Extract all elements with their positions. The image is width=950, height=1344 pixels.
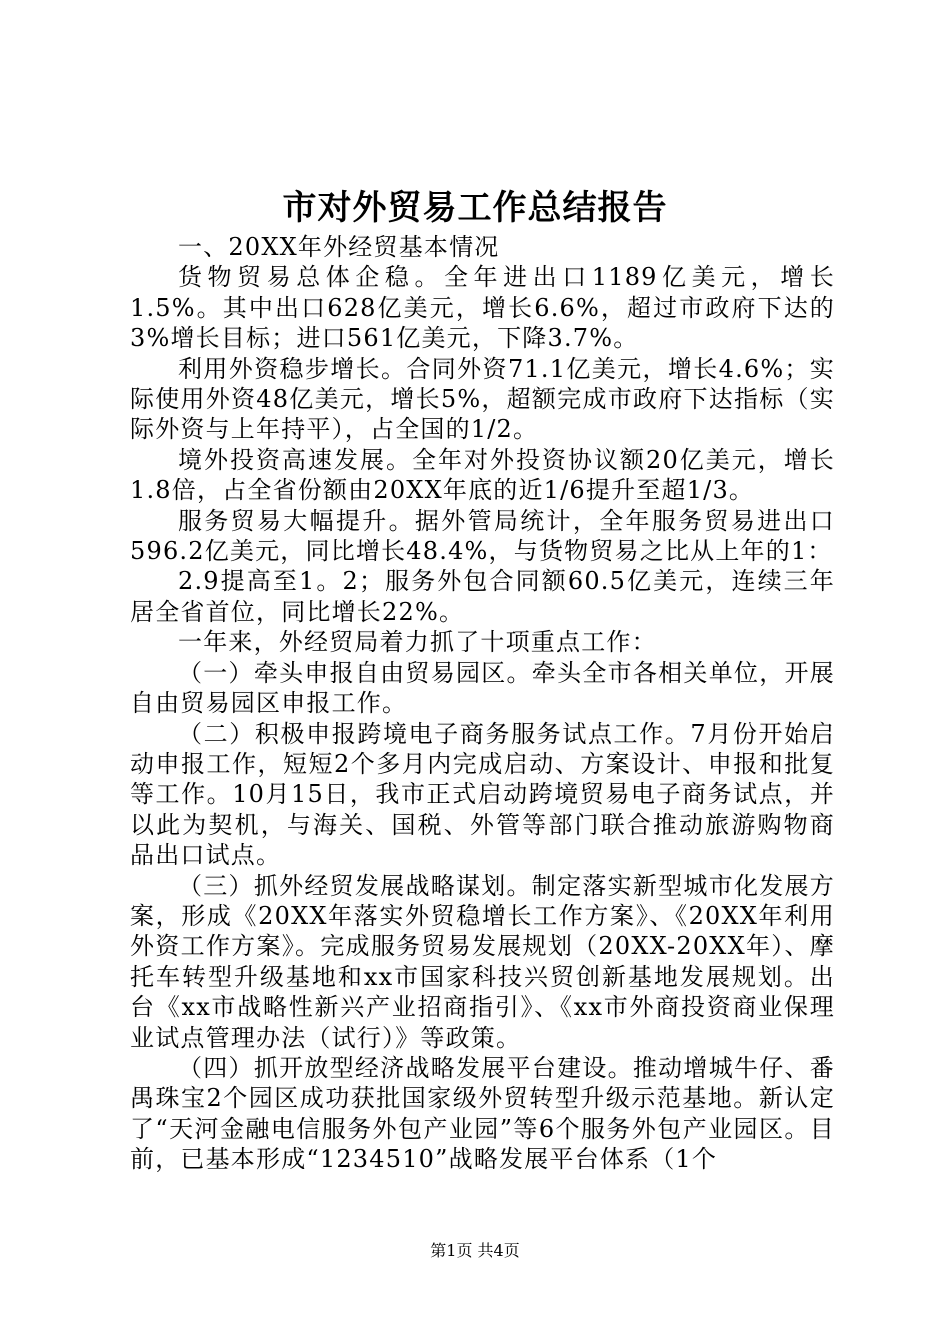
paragraph-goods-trade: 货物贸易总体企稳。全年进出口1189亿美元，增长1.5%。其中出口628亿美元，增长6.6%，超过市政府下达的3%增长目标；进口561亿美元，下降3.7%。 (130, 263, 835, 353)
paragraph-item-4: （四）抓开放型经济战略发展平台建设。推动增城牛仔、番禺珠宝2个园区成功获批国家级外贸转型升级示范基地。新认定了“天河金融电信服务外包产业园”等6个服务外包产业园区。目前，已基本形成“1234510”战略发展平台体系（1个 (130, 1053, 835, 1174)
document-title: 市对外贸易工作总结报告 (282, 188, 668, 228)
page-footer: 第1页 共4页 (430, 1241, 520, 1260)
paragraph-item-3: （三）抓外经贸发展战略谋划。制定落实新型城市化发展方案，形成《20XX年落实外贸稳增长工作方案》、《20XX年利用外资工作方案》。完成服务贸易发展规划（20XX-20XX年）、摩托车转型升级基地和xx市国家科技兴贸创新基地发展规划。出台《xx市战略性新兴产业招商指引》、《xx市外商投资商业保理业试点管理办法（试行）》等政策。 (130, 871, 835, 1052)
paragraph-foreign-investment: 利用外资稳步增长。合同外资71.1亿美元，增长4.6%；实际使用外资48亿美元，增长5%，超额完成市政府下达指标（实际外资与上年持平），占全国的1/2。 (130, 354, 835, 444)
paragraph-service-trade-continued: 2.9提高至1。2；服务外包合同额60.5亿美元，连续三年居全省首位，同比增长22%。 (130, 567, 835, 626)
section-heading: 一、20XX年外经贸基本情况 (178, 233, 500, 261)
paragraph-item-1: （一）牵头申报自由贸易园区。牵头全市各相关单位，开展自由贸易园区申报工作。 (130, 658, 835, 718)
paragraph-service-trade: 服务贸易大幅提升。据外管局统计，全年服务贸易进出口596.2亿美元，同比增长48.4%，与货物贸易之比从上年的1： (130, 506, 835, 566)
document-body (130, 232, 835, 1175)
paragraph-key-work-intro: 一年来，外经贸局着力抓了十项重点工作： (178, 628, 657, 657)
paragraph-overseas-investment: 境外投资高速发展。全年对外投资协议额20亿美元，增长1.8倍，占全省份额由20XX年底的近1/6提升至超1/3。 (130, 445, 835, 505)
paragraph-item-2: （二）积极申报跨境电子商务服务试点工作。7月份开始启动申报工作，短短2个多月内完成启动、方案设计、申报和批复等工作。10月15日，我市正式启动跨境贸易电子商务试点，并以此为契机，与海关、国税、外管等部门联合推动旅游购物商品出口试点。 (130, 719, 835, 870)
